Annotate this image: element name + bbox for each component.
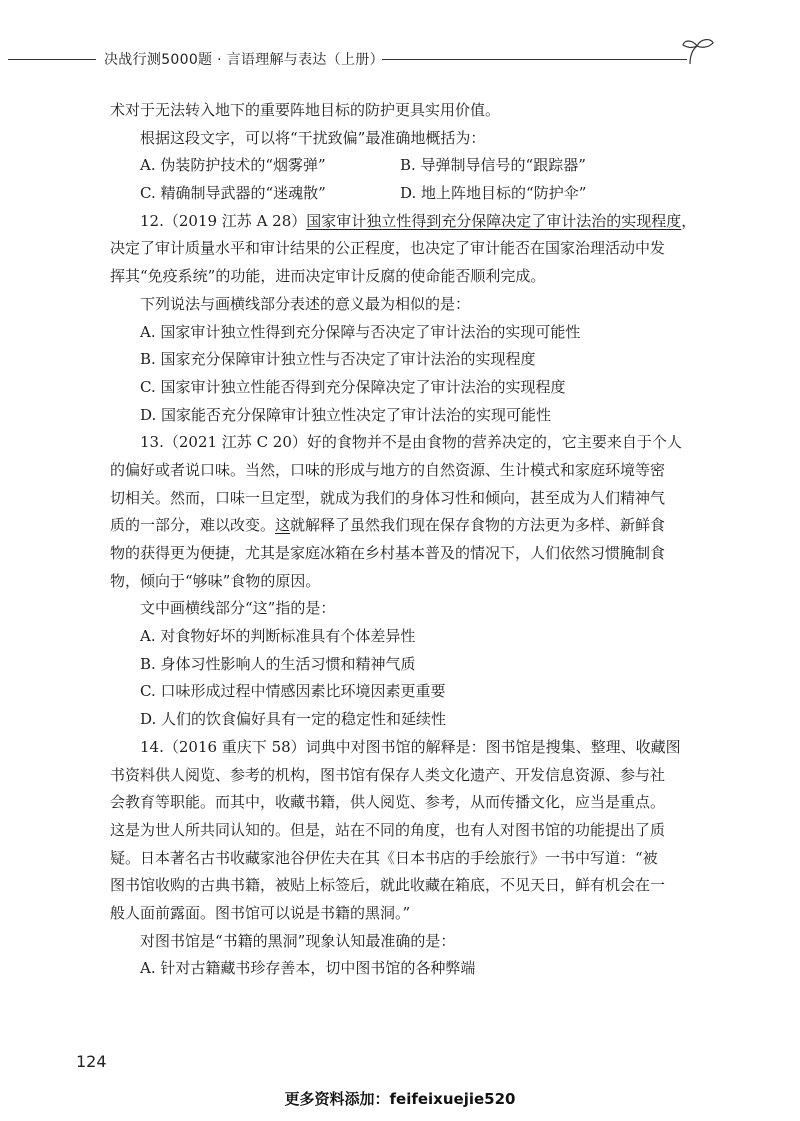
q13-line-6: 物，倾向于“够味”食物的原因。: [110, 571, 321, 590]
q12-source: 12.（2019 江苏 A 28）: [140, 211, 307, 230]
q13-underlined-text: 这: [275, 516, 291, 535]
q12-option-c: C. 国家审计独立性能否得到充分保障决定了审计法治的实现程度: [140, 377, 566, 396]
q11-option-a: A. 伪装防护技术的“烟雾弹”: [140, 156, 326, 175]
book-title: 决战行测5000题 · 言语理解与表达（上册）: [104, 52, 384, 68]
page-number: 124: [76, 1052, 107, 1071]
q12-question: 下列说法与画横线部分表述的意义最为相似的是：: [140, 294, 471, 313]
q13-line-3: 切相关。然而，口味一旦定型，就成为我们的身体习性和倾向，甚至成为人们精神气: [110, 488, 666, 507]
q11-option-c: C. 精确制导武器的“迷魂散”: [140, 184, 326, 203]
q11-text-tail: 术对于无法转入地下的重要阵地目标的防护更具实用价值。: [110, 101, 501, 119]
q13-line-4: [110, 512, 700, 540]
q12-line-3: 挥其“免疫系统”的功能，进而决定审计反腐的使命能否顺利完成。: [110, 267, 546, 286]
sprout-icon: [680, 36, 716, 66]
header-rule-left: [8, 59, 96, 60]
q12-option-d: D. 国家能否充分保障审计独立性决定了审计法治的实现可能性: [140, 405, 552, 424]
q13-line-4-end: 就解释了虽然我们现在保存食物的方法更为多样、新鲜食: [290, 516, 666, 535]
q14-line-6: 图书馆收购的古典书籍，被贴上标签后，就此收藏在箱底，不见天日，鲜有机会在一: [110, 876, 666, 895]
q11-question: 根据这段文字，可以将“干扰致偏”最准确地概括为：: [140, 128, 486, 147]
q14-line-4: 这是为世人所共同认知的。但是，站在不同的角度，也有人对图书馆的功能提出了质: [110, 820, 666, 839]
q14-option-a: A. 针对古籍藏书珍存善本，切中图书馆的各种弊端: [140, 959, 476, 978]
q13-line-4-start: 质的一部分，难以改变。: [110, 516, 276, 535]
q14-line-1: 14.（2016 重庆下 58）词典中对图书馆的解释是：图书馆是搜集、整理、收藏图: [140, 737, 681, 756]
q12-line-1: [110, 208, 700, 236]
q13-question: 文中画横线部分“这”指的是：: [140, 599, 336, 618]
q12-line-2: 决定了审计质量水平和审计结果的公正程度，也决定了审计能否在国家治理活动中发: [110, 239, 666, 258]
q14-line-3: 会教育等职能。而其中，收藏书籍，供人阅览、参考，从而传播文化，应当是重点。: [110, 793, 666, 812]
q14-line-2: 书资料供人阅览、参考的机构，图书馆有保存人类文化遗产、开发信息资源、参与社: [110, 765, 666, 784]
q13-option-d: D. 人们的饮食偏好具有一定的稳定性和延续性: [140, 710, 447, 729]
q12-punct: ，: [681, 211, 697, 230]
q13-option-b: B. 身体习性影响人的生活习惯和精神气质: [140, 654, 416, 673]
q12-underlined-text: 国家审计独立性得到充分保障决定了审计法治的实现程度: [306, 211, 682, 230]
q11-options-row-2: [110, 180, 700, 208]
footer-note: 更多资料添加：feifeixuejie520: [284, 1090, 516, 1108]
q13-option-a: A. 对食物好坏的判断标准具有个体差异性: [140, 627, 416, 646]
q13-option-c: C. 口味形成过程中情感因素比环境因素更重要: [140, 682, 446, 701]
q11-option-d: D. 地上阵地目标的“防护伞”: [400, 184, 587, 203]
q13-line-2: 的偏好或者说口味。当然，口味的形成与地方的自然资源、生计模式和家庭环境等密: [110, 460, 666, 479]
q14-line-5: 疑。日本著名古书收藏家池谷伊佐夫在其《日本书店的手绘旅行》一书中写道：“被: [110, 848, 658, 867]
q14-line-7: 般人面前露面。图书馆可以说是书籍的黑洞。”: [110, 903, 411, 922]
q11-options-row-1: [110, 152, 700, 180]
q13-line-5: 物的获得更为便捷，尤其是家庭冰箱在乡村基本普及的情况下，人们依然习惯腌制食: [110, 544, 666, 562]
running-header: [0, 44, 800, 74]
q12-option-a: A. 国家审计独立性得到充分保障与否决定了审计法治的实现可能性: [140, 322, 581, 341]
header-rule-right: [382, 59, 687, 60]
q11-option-b: B. 导弹制导信号的“跟踪器”: [400, 156, 586, 175]
page-body: [110, 97, 700, 983]
q14-question: 对图书馆是“书籍的黑洞”现象认知最准确的是：: [140, 931, 456, 950]
q13-line-1: 13.（2021 江苏 C 20）好的食物并不是由食物的营养决定的，它主要来自于个人: [140, 433, 682, 452]
q12-option-b: B. 国家充分保障审计独立性与否决定了审计法治的实现程度: [140, 350, 536, 369]
